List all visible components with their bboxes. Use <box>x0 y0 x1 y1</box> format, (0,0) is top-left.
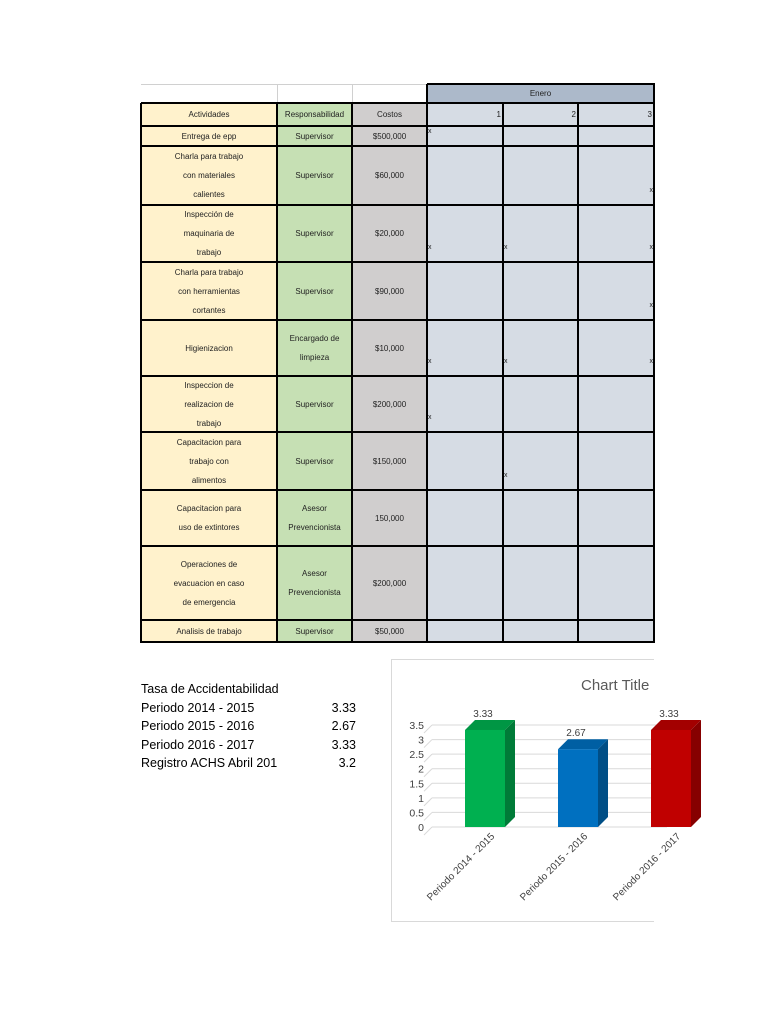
cell-text-line: Inspección de <box>184 210 234 219</box>
x-tick-label: Periodo 2016 - 2017 <box>611 831 684 904</box>
week-cell[interactable] <box>503 126 578 146</box>
cell-text-line: limpieza <box>299 353 330 362</box>
cost-cell[interactable] <box>352 432 427 490</box>
week-cell[interactable] <box>427 126 503 146</box>
cost-cell[interactable] <box>352 205 427 262</box>
activity-cell-text <box>177 499 241 537</box>
gridline-depth <box>424 754 432 762</box>
week-number-header[interactable] <box>503 103 578 126</box>
week-cell[interactable] <box>427 490 503 546</box>
cell-text-line: Actividades <box>188 110 230 119</box>
chart-svg <box>392 660 684 923</box>
gridline-depth <box>424 812 432 820</box>
cell-text-line: Responsabilidad <box>284 110 345 119</box>
cell-text-line: Supervisor <box>295 399 334 409</box>
activity-cell[interactable] <box>141 432 277 490</box>
responsibility-cell[interactable] <box>277 490 352 546</box>
week-number-header-text <box>648 105 652 124</box>
week-cell[interactable] <box>427 262 503 320</box>
week-cell[interactable] <box>503 546 578 620</box>
responsibility-cell[interactable] <box>277 262 352 320</box>
cost-cell-text <box>375 509 404 528</box>
gridline-depth <box>424 783 432 791</box>
activity-cell[interactable] <box>141 320 277 376</box>
data-label: 3.33 <box>473 708 493 720</box>
cell-text-line: $500,000 <box>372 131 407 141</box>
cost-cell[interactable] <box>352 376 427 432</box>
cell-text-line: Encargado de <box>289 334 340 343</box>
cost-cell-text <box>375 282 404 301</box>
summary-title: Tasa de Accidentabilidad <box>141 682 279 696</box>
week-cell[interactable] <box>427 205 503 262</box>
week-cell[interactable] <box>427 546 503 620</box>
responsibility-cell-text <box>295 395 333 414</box>
activity-cell-text <box>176 622 241 641</box>
activity-cell-text <box>175 263 243 320</box>
week-cell[interactable] <box>503 262 578 320</box>
bar <box>558 749 598 827</box>
grid-line <box>141 84 427 85</box>
activity-mark: x <box>649 187 653 194</box>
cell-text-line: Capacitacion para <box>176 437 242 447</box>
border-line <box>140 103 142 643</box>
cell-text-line: Inspeccion de <box>184 380 234 390</box>
responsibility-cell-text <box>288 564 340 602</box>
cell-text-line: con herramientas <box>178 286 240 296</box>
cell-text-line: Charla para trabajo <box>174 267 244 277</box>
summary-row: Periodo 2015 - 2016 2.67 <box>141 719 356 733</box>
week-cell[interactable] <box>503 620 578 642</box>
cell-text-line: Supervisor <box>295 626 334 636</box>
y-tick-label: 2 <box>418 763 424 776</box>
cell-text-line: Supervisor <box>295 171 334 180</box>
cell-text-line: uso de extintores <box>178 523 240 532</box>
cell-text-line: Supervisor <box>295 286 334 296</box>
week-cell[interactable] <box>427 620 503 642</box>
border-line <box>502 103 504 643</box>
cell-text-line: $200,000 <box>372 578 407 588</box>
responsibility-cell[interactable] <box>277 620 352 642</box>
cell-text-line: Analisis de trabajo <box>176 626 242 636</box>
data-label: 2.67 <box>566 728 586 740</box>
cell-text-line: Entrega de epp <box>181 131 237 141</box>
activity-cell-text <box>182 127 237 146</box>
activity-mark: x <box>504 358 508 365</box>
activity-cell[interactable] <box>141 490 277 546</box>
cell-text-line: $50,000 <box>375 626 404 636</box>
data-label: 3.33 <box>659 708 679 720</box>
y-tick-label: 0 <box>418 822 424 834</box>
border-line <box>653 84 655 103</box>
cell-text-line: trabajo con <box>189 456 229 466</box>
gridline-depth <box>424 798 432 806</box>
cell-text-line: Charla para trabajo <box>174 152 244 161</box>
header-responsabilidad-text <box>285 105 344 124</box>
y-tick-label: 3 <box>418 734 424 747</box>
cost-cell-text <box>375 224 404 243</box>
responsibility-cell-text <box>288 499 340 537</box>
cell-text-line: Supervisor <box>295 456 334 466</box>
cell-text-line: cortantes <box>192 305 226 315</box>
cell-text-line: calientes <box>193 190 225 199</box>
week-cell[interactable] <box>578 320 654 376</box>
cost-cell[interactable] <box>352 146 427 205</box>
cell-text-line: 150,000 <box>375 513 404 523</box>
cell-text-line: Prevencionista <box>288 523 341 532</box>
activity-mark: x <box>428 244 432 251</box>
cost-cell-text <box>373 395 406 414</box>
activity-cell[interactable] <box>141 205 277 262</box>
activity-cell-text <box>175 147 243 204</box>
activity-mark: x <box>649 302 653 309</box>
cell-text-line: $200,000 <box>372 399 407 409</box>
cell-text-line: Capacitacion para <box>176 504 242 513</box>
cost-cell[interactable] <box>352 262 427 320</box>
cost-cell-text <box>373 452 406 471</box>
week-cell[interactable] <box>427 320 503 376</box>
y-tick-label: 1.5 <box>409 778 424 791</box>
border-line <box>426 84 428 103</box>
cell-text-line: $60,000 <box>375 171 404 180</box>
border-line <box>351 103 353 643</box>
cell-text-line: 3 <box>647 110 652 119</box>
cost-cell-text <box>375 166 404 185</box>
gridline-depth <box>424 769 432 777</box>
border-line <box>427 83 655 85</box>
responsibility-cell[interactable] <box>277 376 352 432</box>
bar <box>651 730 691 827</box>
activity-cell-text <box>177 433 241 490</box>
cell-text-line: $20,000 <box>375 229 404 238</box>
week-cell[interactable] <box>503 146 578 205</box>
month-header-enero[interactable] <box>427 84 654 103</box>
activity-cell-text <box>184 376 233 433</box>
week-cell[interactable] <box>503 320 578 376</box>
summary-row: Periodo 2014 - 2015 3.33 <box>141 700 356 715</box>
cell-text-line: Supervisor <box>295 229 334 238</box>
activity-mark: x <box>428 414 432 421</box>
cell-text-line: Supervisor <box>295 131 334 141</box>
summary-row: Periodo 2016 - 2017 3.33 <box>141 737 356 752</box>
y-tick-label: 1 <box>418 792 424 805</box>
cost-cell[interactable] <box>352 546 427 620</box>
border-line <box>577 103 579 643</box>
grid-line <box>277 84 278 103</box>
week-cell[interactable] <box>578 490 654 546</box>
activity-mark: x <box>504 244 508 251</box>
border-line <box>653 103 655 643</box>
cell-text-line: 2 <box>571 110 576 119</box>
cost-cell-text <box>373 127 406 146</box>
cell-text-line: $150,000 <box>372 456 407 466</box>
header-costos[interactable] <box>352 103 427 126</box>
activity-mark: x <box>504 472 508 479</box>
cost-cell-text <box>375 339 404 358</box>
cost-cell[interactable] <box>352 490 427 546</box>
border-line <box>426 103 428 643</box>
responsibility-cell[interactable] <box>277 205 352 262</box>
responsibility-cell[interactable] <box>277 146 352 205</box>
responsibility-cell[interactable] <box>277 432 352 490</box>
cell-text-line: con materiales <box>182 171 235 180</box>
week-number-header[interactable] <box>427 103 503 126</box>
cell-text-line: alimentos <box>191 475 227 485</box>
responsibility-cell[interactable] <box>277 126 352 146</box>
cell-text-line: Costos <box>377 110 402 119</box>
month-header-enero-text <box>530 84 551 103</box>
week-number-header[interactable] <box>578 103 654 126</box>
activity-cell-text <box>184 205 235 262</box>
week-cell[interactable] <box>578 546 654 620</box>
week-cell[interactable] <box>578 376 654 432</box>
cost-cell[interactable] <box>352 126 427 146</box>
accident-rate-summary <box>141 680 356 773</box>
responsibility-cell-text <box>290 329 340 367</box>
header-responsabilidad[interactable] <box>277 103 352 126</box>
week-number-header-text <box>497 105 501 124</box>
activity-cell[interactable] <box>141 620 277 642</box>
cell-text-line: evacuacion en caso <box>173 578 245 588</box>
activity-cell[interactable] <box>141 146 277 205</box>
cell-text-line: maquinaria de <box>183 229 235 238</box>
y-tick-label: 0.5 <box>409 807 424 820</box>
cell-text-line: realizacion de <box>184 399 234 409</box>
week-cell[interactable] <box>578 205 654 262</box>
accident-rate-chart[interactable] <box>391 659 684 922</box>
responsibility-cell-text <box>295 166 333 185</box>
cell-text-line: trabajo <box>196 248 222 257</box>
gridline-depth <box>424 725 432 733</box>
header-costos-text <box>377 105 402 124</box>
cell-text-line: Asesor <box>302 504 327 513</box>
cell-text-line: trabajo <box>196 418 222 428</box>
week-cell[interactable] <box>503 432 578 490</box>
week-cell[interactable] <box>578 126 654 146</box>
activity-cell[interactable] <box>141 262 277 320</box>
cell-text-line: Enero <box>529 89 552 98</box>
cell-text-line: $90,000 <box>375 286 404 296</box>
activity-cell-text <box>174 555 245 612</box>
cell-text-line: de emergencia <box>182 597 236 607</box>
border-line <box>276 103 278 643</box>
responsibility-cell-text <box>295 622 333 641</box>
responsibility-cell[interactable] <box>277 546 352 620</box>
grid-line <box>352 84 353 103</box>
bar-side <box>505 720 515 827</box>
bar <box>465 730 505 827</box>
x-tick-label: Periodo 2015 - 2016 <box>518 831 591 904</box>
x-tick-label: Periodo 2014 - 2015 <box>425 831 498 904</box>
week-cell[interactable] <box>578 262 654 320</box>
gridline-depth <box>424 827 432 835</box>
header-actividades[interactable] <box>141 103 277 126</box>
week-cell[interactable] <box>503 490 578 546</box>
y-tick-label: 3.5 <box>409 720 424 732</box>
chart-title: Chart Title <box>581 677 650 694</box>
week-cell[interactable] <box>427 376 503 432</box>
responsibility-cell[interactable] <box>277 320 352 376</box>
cost-cell-text <box>375 622 404 641</box>
cell-text-line: Prevencionista <box>288 588 341 597</box>
activity-cell[interactable] <box>141 376 277 432</box>
activity-cell[interactable] <box>141 126 277 146</box>
activity-mark: x <box>428 128 432 135</box>
responsibility-cell-text <box>295 282 333 301</box>
activity-mark: x <box>428 358 432 365</box>
week-number-header-text <box>572 105 576 124</box>
week-cell[interactable] <box>427 432 503 490</box>
bar-side <box>691 720 701 827</box>
header-actividades-text <box>189 105 230 124</box>
activity-mark: x <box>649 358 653 365</box>
week-cell[interactable] <box>427 146 503 205</box>
week-cell[interactable] <box>578 146 654 205</box>
cell-text-line: 1 <box>496 110 501 119</box>
week-cell[interactable] <box>578 432 654 490</box>
y-tick-label: 2.5 <box>409 749 424 762</box>
responsibility-cell-text <box>295 452 333 471</box>
cell-text-line: Operaciones de <box>180 559 238 569</box>
gridline-depth <box>424 740 432 748</box>
activity-cell[interactable] <box>141 546 277 620</box>
week-cell[interactable] <box>503 205 578 262</box>
cost-cell[interactable] <box>352 320 427 376</box>
responsibility-cell-text <box>295 127 333 146</box>
cell-text-line: $10,000 <box>375 343 404 353</box>
responsibility-cell-text <box>295 224 333 243</box>
bar-side <box>598 739 608 827</box>
cost-cell-text <box>373 574 406 593</box>
week-cell[interactable] <box>503 376 578 432</box>
activity-mark: x <box>649 244 653 251</box>
cost-cell[interactable] <box>352 620 427 642</box>
summary-row: Registro ACHS Abril 201 3.2 <box>141 756 356 770</box>
cell-text-line: Higienizacion <box>185 343 233 353</box>
cell-text-line: Asesor <box>302 569 327 578</box>
week-cell[interactable] <box>578 620 654 642</box>
activity-cell-text <box>185 339 233 358</box>
